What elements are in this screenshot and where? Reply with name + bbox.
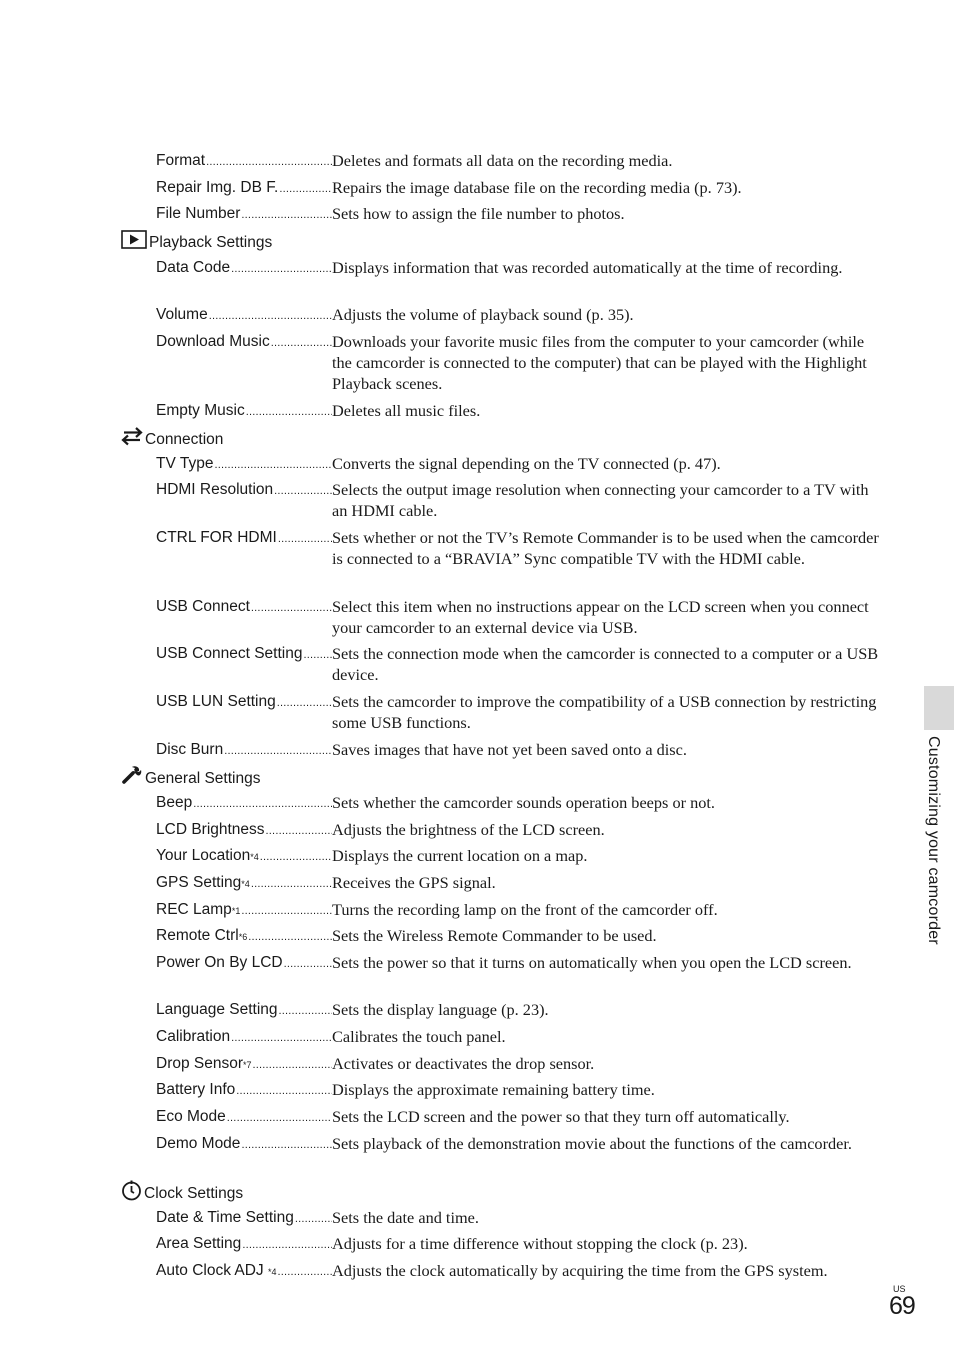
entry-description: Adjusts for a time difference without stopping the clock (p. 23).: [332, 1234, 748, 1253]
entry-description: Adjusts the brightness of the LCD screen.: [332, 820, 605, 839]
term-label: TV Type: [156, 455, 214, 472]
section-connection: [121, 426, 223, 452]
term-label: Format: [156, 152, 206, 169]
entry-description: Downloads your favorite music files from the computer to your camcorder (while the camcorder is connected to the computer) that can be played with the Highlight Playback scenes.: [332, 332, 867, 393]
entry-your-location: Your Location *4 ..... Displays the current location on a map.: [156, 845, 886, 868]
term-label: USB Connect: [156, 598, 250, 615]
term-label: Language Setting: [156, 1001, 278, 1018]
entry-description: Sets playback of the demonstration movie about the functions of the camcorder.: [332, 1134, 852, 1153]
entry-usb-connect-setting: [156, 643, 886, 685]
leader-dots: [206, 152, 332, 173]
entry-description: Sets how to assign the file number to photos.: [332, 204, 625, 223]
term-label: HDMI Resolution: [156, 481, 274, 498]
leader-dots: [251, 874, 332, 895]
entry-beep: [156, 792, 886, 815]
term-label: CTRL FOR HDMI: [156, 529, 277, 546]
entry-description: Adjusts the volume of playback sound (p. 35).: [332, 305, 634, 324]
entry-rec-lamp: REC Lamp *1 ..... Turns the recording lamp on the front of the camcorder off.: [156, 899, 886, 922]
leader-dots: [279, 179, 332, 200]
leader-dots: [214, 455, 332, 476]
chapter-side-label: Customizing your camcorder: [925, 736, 942, 945]
leader-dots: [227, 1108, 332, 1129]
leader-dots: [278, 1262, 332, 1283]
leader-dots: [277, 693, 332, 714]
entry-description: Sets whether or not the TV’s Remote Commander is to be used when the camcorder is connected to a “BRAVIA” Sync compatible TV with the HDMI cable.: [332, 528, 879, 568]
entry-ctrl-for-hdmi: [156, 527, 886, 569]
entry-format: [156, 150, 886, 173]
entry-description: Sets the display language (p. 23).: [332, 1000, 549, 1019]
term-label: Date & Time Setting: [156, 1209, 294, 1226]
entry-description: Adjusts the clock automatically by acquiring the time from the GPS system.: [332, 1261, 828, 1280]
term-label: Battery Info: [156, 1081, 236, 1098]
entry-description: Deletes and formats all data on the recording media.: [332, 151, 673, 170]
clock-icon: [121, 1180, 142, 1207]
leader-dots: [209, 306, 332, 327]
entry-description: Sets whether the camcorder sounds operation beeps or not.: [332, 793, 715, 812]
entry-gps-setting: GPS Setting *4 ..... Receives the GPS signal.: [156, 872, 886, 895]
entry-drop-sensor: Drop Sensor *7 ..... Activates or deactivates the drop sensor.: [156, 1053, 886, 1076]
entry-description: Sets the power so that it turns on automatically when you open the LCD screen.: [332, 953, 852, 972]
section-title: Playback Settings: [149, 234, 273, 251]
leader-dots: [274, 481, 332, 502]
connection-arrows-icon: [121, 426, 143, 452]
leader-dots: [193, 794, 332, 815]
entry-battery-info: [156, 1079, 886, 1102]
term-label: Remote Ctrl: [156, 927, 239, 944]
entry-calibration: [156, 1026, 886, 1049]
term-label: Disc Burn: [156, 741, 224, 758]
section-clock-settings: [121, 1180, 243, 1207]
term-label: GPS Setting: [156, 874, 242, 891]
entry-description: Receives the GPS signal.: [332, 873, 496, 892]
entry-file-number: [156, 203, 886, 226]
entry-description: Sets the connection mode when the camcorder is connected to a computer or a USB device.: [332, 644, 879, 684]
entry-tv-type: [156, 453, 886, 476]
term-label: USB LUN Setting: [156, 693, 276, 710]
term-label: Calibration: [156, 1028, 231, 1045]
entry-download-music: [156, 331, 886, 394]
leader-dots: [242, 1235, 332, 1256]
entry-description: Turns the recording lamp on the front of the camcorder off.: [332, 900, 718, 919]
term-label: Volume: [156, 306, 208, 323]
term-label: Demo Mode: [156, 1135, 241, 1152]
entry-hdmi-resolution: [156, 479, 886, 521]
entry-eco-mode: [156, 1106, 886, 1129]
leader-dots: [303, 645, 332, 666]
entry-description: Calibrates the touch panel.: [332, 1027, 506, 1046]
entry-description: Sets the LCD screen and the power so that they turn off automatically.: [332, 1107, 790, 1126]
term-label: Data Code: [156, 259, 231, 276]
leader-dots: [241, 1135, 332, 1156]
term-label: Auto Clock ADJ: [156, 1262, 268, 1279]
entry-lcd-brightness: [156, 819, 886, 842]
leader-dots: [231, 1028, 332, 1049]
term-label: Download Music: [156, 333, 270, 350]
term-label: Drop Sensor: [156, 1055, 244, 1072]
term-label: File Number: [156, 205, 241, 222]
entry-description: Displays the approximate remaining battery time.: [332, 1080, 655, 1099]
section-title: Clock Settings: [144, 1185, 244, 1202]
leader-dots: [279, 1001, 332, 1022]
term-label: Power On By LCD: [156, 954, 283, 971]
leader-dots: [278, 529, 332, 550]
entry-description: Selects the output image resolution when connecting your camcorder to a TV with an HDMI cable.: [332, 480, 869, 520]
chapter-tab: [924, 686, 954, 730]
page-region-label: US: [893, 1284, 906, 1294]
leader-dots: [236, 1081, 332, 1102]
entry-usb-lun-setting: [156, 691, 886, 733]
leader-dots: [248, 927, 332, 948]
entry-description: Select this item when no instructions appear on the LCD screen when you connect your camcorder to an external device via USB.: [332, 597, 869, 637]
entry-area-setting: [156, 1233, 886, 1256]
term-label: Empty Music: [156, 402, 245, 419]
entry-description: Sets the date and time.: [332, 1208, 479, 1227]
entry-description: Sets the Wireless Remote Commander to be used.: [332, 926, 657, 945]
leader-dots: [224, 741, 332, 762]
wrench-icon: [121, 765, 143, 791]
entry-date-time-setting: [156, 1207, 886, 1230]
leader-dots: [271, 333, 332, 354]
term-label: Area Setting: [156, 1235, 242, 1252]
entry-remote-ctrl: Remote Ctrl *6 ..... Sets the Wireless Remote Commander to be used.: [156, 925, 886, 948]
entry-power-on-by-lcd: [156, 952, 886, 975]
entry-description: Displays the current location on a map.: [332, 846, 588, 865]
entry-description: Saves images that have not yet been saved onto a disc.: [332, 740, 687, 759]
entry-description: Repairs the image database file on the recording media (p. 73).: [332, 178, 742, 197]
entry-volume: [156, 304, 886, 327]
leader-dots: [260, 847, 332, 868]
term-label: REC Lamp: [156, 901, 232, 918]
entry-empty-music: [156, 400, 886, 423]
section-title: Connection: [145, 430, 224, 448]
leader-dots: [241, 205, 332, 226]
leader-dots: [246, 402, 332, 423]
term-label: USB Connect Setting: [156, 645, 303, 662]
section-general-settings: [121, 765, 260, 791]
entry-description: Converts the signal depending on the TV connected (p. 47).: [332, 454, 721, 473]
leader-dots: [251, 598, 332, 619]
leader-dots: [295, 1209, 332, 1230]
leader-dots: [253, 1055, 332, 1076]
entry-language-setting: [156, 999, 886, 1022]
entry-description: Sets the camcorder to improve the compatibility of a USB connection by restricting some USB functions.: [332, 692, 877, 732]
leader-dots: [241, 901, 332, 922]
entry-description: Deletes all music files.: [332, 401, 481, 420]
leader-dots: [266, 821, 332, 842]
leader-dots: [284, 954, 332, 975]
entry-usb-connect: [156, 596, 886, 638]
entry-repair-img-db: [156, 177, 886, 200]
term-label: Your Location: [156, 847, 251, 864]
entry-demo-mode: [156, 1133, 886, 1156]
entry-description: Displays information that was recorded automatically at the time of recording.: [332, 258, 843, 277]
entry-auto-clock-adj: Auto Clock ADJ *4 ..... Adjusts the clock automatically by acquiring the time from the GPS system.: [156, 1260, 886, 1283]
term-label: Eco Mode: [156, 1108, 226, 1125]
term-label: LCD Brightness: [156, 821, 265, 838]
section-playback-settings: [121, 230, 272, 255]
entry-data-code: [156, 257, 886, 280]
section-title: General Settings: [145, 769, 261, 787]
entry-disc-burn: [156, 739, 886, 762]
term-label: Beep: [156, 794, 193, 811]
page-number: 69: [889, 1292, 915, 1320]
leader-dots: [231, 259, 332, 280]
entry-description: Activates or deactivates the drop sensor.: [332, 1054, 595, 1073]
term-label: Repair Img. DB F.: [156, 179, 279, 196]
playback-icon: [121, 230, 147, 255]
